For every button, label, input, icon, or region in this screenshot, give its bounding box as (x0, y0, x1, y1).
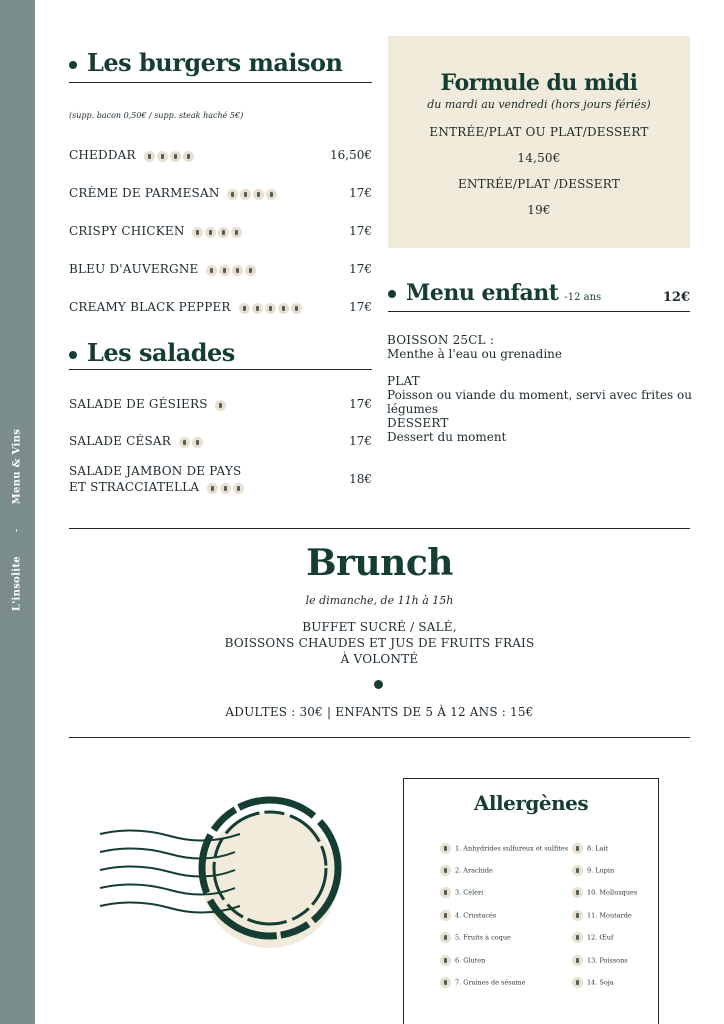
sesame-icon (252, 303, 263, 314)
burgers-supplement: (supp. bacon 0,50€ / supp. steak haché 5€) (69, 111, 244, 120)
allergen-item (572, 932, 613, 943)
formula-line-1: ENTRÉE/PLAT OU PLAT/DESSERT (429, 125, 649, 139)
menu-item (69, 397, 372, 412)
allergen-label: 8. Lait (587, 844, 609, 853)
item-price: 17€ (349, 434, 372, 448)
sidebar-restaurant: L'insolite (11, 556, 23, 612)
kids-dessert (387, 416, 506, 444)
allergen-label: 12. Œuf (587, 933, 614, 942)
bullet-icon (69, 351, 77, 359)
brunch-when: le dimanche, de 11h à 15h (305, 594, 454, 607)
brunch-line-1: BUFFET SUCRÉ / SALÉ, (302, 620, 457, 634)
formula-subtitle: du mardi au vendredi (hors jours fériés) (427, 98, 651, 111)
allergen-label: 6. Gluten (455, 956, 486, 965)
egg-icon (266, 189, 277, 200)
sidebar (0, 0, 35, 1024)
egg-icon (245, 265, 256, 276)
menu-item (69, 148, 372, 163)
menu-item (69, 262, 372, 277)
lunch-formula-box (388, 36, 690, 248)
burgers-title: Les burgers maison (87, 48, 343, 77)
allergen-icons (144, 149, 196, 163)
milk-icon (220, 483, 231, 494)
stamp-illustration (95, 790, 375, 970)
formula-line-2: ENTRÉE/PLAT /DESSERT (458, 177, 620, 191)
brunch-top-rule (69, 528, 690, 529)
item-price: 17€ (349, 186, 372, 200)
egg-icon (231, 227, 242, 238)
allergen-item (572, 977, 614, 988)
salads-title: Les salades (87, 338, 235, 367)
mustard-icon (572, 910, 583, 921)
burgers-rule (69, 82, 372, 83)
milk-icon (170, 151, 181, 162)
kids-drink-label: BOISSON 25CL : (387, 333, 495, 347)
item-name: CRÈME DE PARMESAN (69, 186, 220, 200)
kids-main-label: PLAT (387, 374, 420, 388)
allergen-label: 5. Fruits à coque (455, 933, 511, 942)
item-name: SALADE JAMBON DE PAYS (69, 464, 242, 478)
allergen-icons (207, 481, 246, 495)
gluten-icon (192, 227, 203, 238)
kids-heading (388, 280, 601, 306)
menu-item (69, 186, 372, 201)
item-name-line2: ET STRACCIATELLA (69, 480, 200, 494)
kids-dessert-label: DESSERT (387, 416, 449, 430)
allergen-item (440, 887, 483, 898)
formula-title: Formule du midi (440, 70, 638, 96)
menu-item (69, 434, 372, 449)
kids-main-text: Poisson ou viande du moment, servi avec frites ou légumes (387, 388, 692, 416)
item-name: SALADE DE GÉSIERS (69, 397, 208, 411)
allergen-label: 11. Moutarde (587, 911, 632, 920)
sidebar-separator: - (11, 528, 23, 533)
allergen-icons (192, 225, 244, 239)
bullet-icon (388, 290, 396, 298)
allergen-label: 4. Crustacés (455, 911, 497, 920)
item-price: 17€ (349, 262, 372, 276)
allergen-icons (239, 301, 304, 315)
item-price: 17€ (349, 224, 372, 238)
stamp-background-circle (202, 812, 338, 948)
milk-icon (265, 303, 276, 314)
formula-price-1: 14,50€ (517, 151, 561, 165)
kids-main (387, 374, 724, 416)
milk-icon (218, 227, 229, 238)
bullet-icon (69, 61, 77, 69)
allergen-label: 7. Graines de sésame (455, 978, 526, 987)
lupin-icon (572, 865, 583, 876)
gluten-icon (179, 437, 190, 448)
brunch-dot-icon (374, 680, 383, 689)
egg-icon (572, 932, 583, 943)
sesame-icon (440, 977, 451, 988)
milk-icon (232, 265, 243, 276)
brunch-line-3: À VOLONTÉ (340, 652, 419, 666)
allergen-icons (215, 398, 228, 412)
egg-icon (291, 303, 302, 314)
allergen-item (572, 865, 614, 876)
crustacean-icon (440, 910, 451, 921)
allergen-label: 2. Arachide (455, 866, 493, 875)
gluten-icon (239, 303, 250, 314)
allergen-label: 3. Céleri (455, 888, 484, 897)
sulphite-icon (440, 843, 451, 854)
mustard-icon (215, 400, 226, 411)
gluten-icon (440, 955, 451, 966)
item-name: BLEU D'AUVERGNE (69, 262, 199, 276)
burgers-heading (69, 48, 342, 77)
allergen-label: 9. Lupin (587, 866, 615, 875)
item-price: 17€ (349, 397, 372, 411)
allergen-item (440, 910, 496, 921)
salads-rule (69, 369, 372, 370)
kids-age: -12 ans (564, 292, 602, 303)
menu-item (69, 224, 372, 239)
allergen-label: 10. Mollusques (587, 888, 638, 897)
allergen-icons (179, 435, 205, 449)
mustard-icon (219, 265, 230, 276)
allergen-item (440, 932, 511, 943)
item-name: CHEDDAR (69, 148, 136, 162)
brunch-prices: ADULTES : 30€ | ENFANTS DE 5 À 12 ANS : 15€ (225, 705, 534, 719)
brunch-line-2: BOISSONS CHAUDES ET JUS DE FRUITS FRAIS (224, 636, 535, 650)
milk-icon (253, 189, 264, 200)
celery-icon (440, 887, 451, 898)
nuts-icon (440, 932, 451, 943)
allergen-item (440, 977, 525, 988)
allergens-box (403, 778, 659, 1024)
item-name: SALADE CÉSAR (69, 434, 171, 448)
menu-item (69, 464, 372, 495)
allergen-item (572, 843, 608, 854)
egg-icon (183, 151, 194, 162)
egg-icon (192, 437, 203, 448)
sidebar-section: Menu & Vins (11, 428, 23, 505)
salads-heading (69, 338, 235, 367)
allergen-icons (227, 187, 279, 201)
allergen-item (440, 955, 485, 966)
menu-item (69, 300, 372, 315)
sidebar-text (12, 429, 23, 611)
brunch-title: Brunch (306, 542, 453, 584)
kids-title: Menu enfant (406, 280, 559, 306)
item-name: CREAMY BLACK PEPPER (69, 300, 231, 314)
kids-drink (387, 333, 562, 361)
allergen-label: 13. Poissons (587, 956, 628, 965)
brunch-bottom-rule (69, 737, 690, 738)
allergen-item (572, 955, 628, 966)
item-price: 16,50€ (330, 148, 372, 162)
gluten-icon (227, 189, 238, 200)
allergen-item (572, 910, 632, 921)
allergen-label: 1. Anhydrides sulfureux et sulfites (455, 844, 569, 853)
milk-icon (572, 843, 583, 854)
brunch-description (69, 619, 690, 667)
item-price: 17€ (349, 300, 372, 314)
allergens-title: Allergènes (473, 791, 589, 815)
kids-price: 12€ (662, 290, 690, 305)
item-name: CRISPY CHICKEN (69, 224, 185, 238)
kids-drink-text: Menthe à l'eau ou grenadine (387, 347, 563, 361)
allergen-item (440, 843, 568, 854)
gluten-icon (206, 265, 217, 276)
fish-icon (572, 955, 583, 966)
kids-dessert-text: Dessert du moment (387, 430, 507, 444)
soy-icon (572, 977, 583, 988)
mollusc-icon (572, 887, 583, 898)
allergen-item (572, 887, 637, 898)
item-price: 18€ (349, 472, 372, 486)
formula-price-2: 19€ (527, 203, 551, 217)
mustard-icon (157, 151, 168, 162)
allergen-item (440, 865, 493, 876)
gluten-icon (144, 151, 155, 162)
allergen-label: 14. Soja (587, 978, 614, 987)
peanut-icon (440, 865, 451, 876)
kids-rule (388, 311, 690, 312)
mustard-icon (240, 189, 251, 200)
sulphite-icon (207, 483, 218, 494)
mollusc-icon (278, 303, 289, 314)
mustard-icon (205, 227, 216, 238)
mustard-icon (233, 483, 244, 494)
allergen-icons (206, 263, 258, 277)
